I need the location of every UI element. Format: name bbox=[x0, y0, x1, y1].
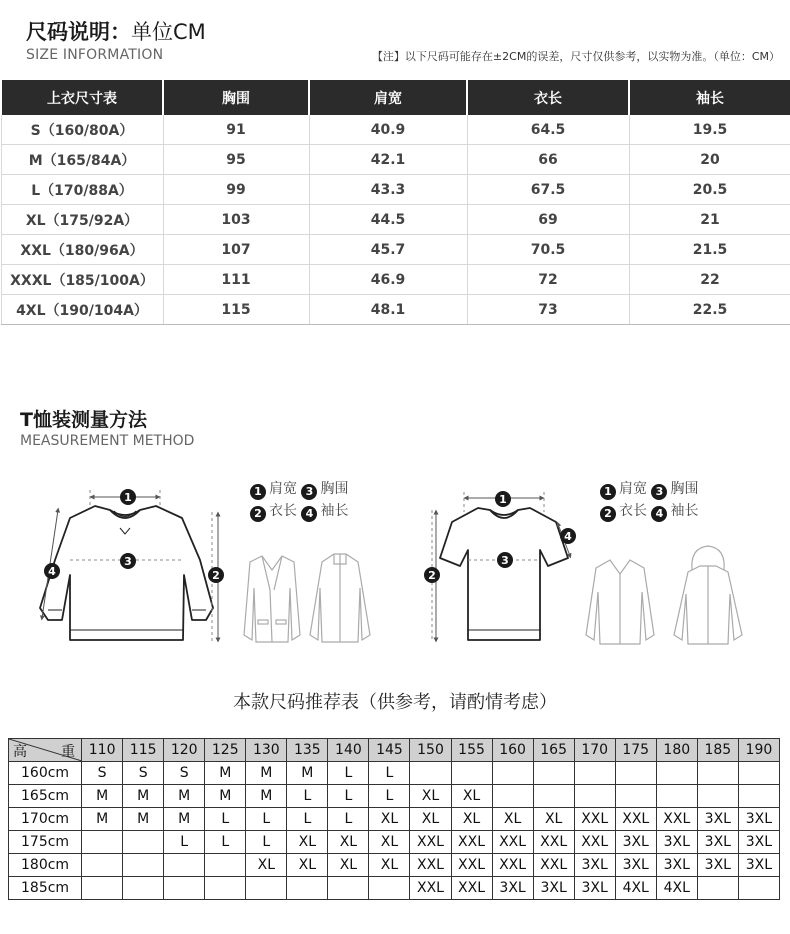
recommend-caption: 本款尺码推荐表（供参考，请酌情考虑） bbox=[233, 692, 557, 713]
size-row bbox=[1, 145, 790, 175]
recommend-cell bbox=[697, 762, 738, 785]
sleeve-cell: 19.5 bbox=[629, 115, 790, 145]
recommend-cell: XXL bbox=[451, 831, 492, 854]
recommend-cell: M bbox=[205, 762, 246, 785]
recommend-cell: M bbox=[287, 762, 328, 785]
svg-text:1: 1 bbox=[499, 493, 507, 506]
recommend-cell bbox=[164, 877, 205, 900]
recommend-cell: XL bbox=[410, 808, 451, 831]
recommend-cell bbox=[492, 785, 533, 808]
measure-title: T恤装测量方法 bbox=[20, 409, 147, 431]
recommend-cell: L bbox=[287, 785, 328, 808]
size-info-unit: 单位CM bbox=[131, 20, 206, 44]
recommend-cell bbox=[205, 854, 246, 877]
recommend-cell: M bbox=[123, 785, 164, 808]
size-table-header bbox=[1, 80, 790, 115]
recommend-cell bbox=[246, 877, 287, 900]
recommend-cell: L bbox=[205, 831, 246, 854]
length-cell: 64.5 bbox=[467, 115, 629, 145]
chest-cell: 111 bbox=[163, 265, 309, 295]
recommend-cell bbox=[738, 877, 779, 900]
legend-right-label-chest: 胸围 bbox=[670, 481, 699, 497]
measure-subtitle: MEASUREMENT METHOD bbox=[20, 433, 195, 449]
weight-header: 165 bbox=[533, 739, 574, 762]
size-row bbox=[1, 115, 790, 145]
col-header-size: 上衣尺寸表 bbox=[1, 80, 163, 115]
recommend-cell: XXL bbox=[656, 808, 697, 831]
recommend-cell bbox=[492, 762, 533, 785]
recommend-cell: XXL bbox=[574, 808, 615, 831]
recommend-cell bbox=[697, 785, 738, 808]
recommend-cell: XL bbox=[451, 808, 492, 831]
recommend-cell: M bbox=[205, 785, 246, 808]
height-label: 165cm bbox=[9, 785, 82, 808]
size-row bbox=[1, 175, 790, 205]
recommend-cell bbox=[369, 877, 410, 900]
recommend-cell bbox=[205, 877, 246, 900]
recommend-cell bbox=[574, 785, 615, 808]
recommend-cell bbox=[123, 854, 164, 877]
recommend-cell: XL bbox=[328, 854, 369, 877]
recommend-cell bbox=[123, 831, 164, 854]
recommend-cell bbox=[738, 762, 779, 785]
legend-left-label-length: 衣长 bbox=[269, 503, 297, 519]
sleeve-cell: 21.5 bbox=[629, 235, 790, 265]
recommend-cell: XXL bbox=[533, 854, 574, 877]
shoulder-cell: 40.9 bbox=[309, 115, 467, 145]
size-cell: M（165/84A） bbox=[1, 145, 163, 175]
chest-cell: 95 bbox=[163, 145, 309, 175]
sleeve-cell: 22.5 bbox=[629, 295, 790, 325]
weight-header: 150 bbox=[410, 739, 451, 762]
col-header-shoulder: 肩宽 bbox=[309, 80, 467, 115]
height-weight-corner bbox=[9, 739, 82, 762]
recommend-cell: L bbox=[246, 808, 287, 831]
svg-text:3: 3 bbox=[501, 554, 509, 567]
recommend-cell bbox=[451, 762, 492, 785]
recommend-cell bbox=[328, 877, 369, 900]
length-cell: 70.5 bbox=[467, 235, 629, 265]
recommend-cell: 3XL bbox=[574, 854, 615, 877]
col-header-sleeve: 袖长 bbox=[629, 80, 790, 115]
legend-left-label-shoulder: 肩宽 bbox=[269, 481, 297, 497]
shoulder-cell: 46.9 bbox=[309, 265, 467, 295]
recommend-cell: M bbox=[246, 785, 287, 808]
recommend-cell: M bbox=[164, 808, 205, 831]
col-header-length: 衣长 bbox=[467, 80, 629, 115]
marker-shoulder-left bbox=[120, 489, 136, 505]
svg-text:2: 2 bbox=[428, 569, 436, 582]
recommend-cell: XXL bbox=[492, 854, 533, 877]
corner-height-label: 高 bbox=[13, 744, 27, 760]
recommend-cell: M bbox=[164, 785, 205, 808]
legend-right-label-length: 衣长 bbox=[619, 503, 647, 519]
recommend-cell: 3XL bbox=[574, 877, 615, 900]
recommend-cell: XXL bbox=[615, 808, 656, 831]
weight-header: 160 bbox=[492, 739, 533, 762]
recommend-cell bbox=[82, 877, 123, 900]
weight-header: 170 bbox=[574, 739, 615, 762]
recommend-cell: 3XL bbox=[492, 877, 533, 900]
recommend-cell: L bbox=[287, 808, 328, 831]
recommend-cell: XL bbox=[246, 854, 287, 877]
weight-header: 155 bbox=[451, 739, 492, 762]
length-cell: 72 bbox=[467, 265, 629, 295]
size-cell: L（170/88A） bbox=[1, 175, 163, 205]
height-label: 160cm bbox=[9, 762, 82, 785]
height-label: 185cm bbox=[9, 877, 82, 900]
col-header-chest: 胸围 bbox=[163, 80, 309, 115]
legend-left-label-chest: 胸围 bbox=[320, 481, 349, 497]
recommend-cell: 4XL bbox=[615, 877, 656, 900]
size-row bbox=[1, 235, 790, 265]
recommend-cell: 3XL bbox=[738, 854, 779, 877]
blazer-sketch bbox=[244, 556, 300, 642]
weight-header: 130 bbox=[246, 739, 287, 762]
marker-chest-left bbox=[120, 553, 136, 569]
weight-header: 125 bbox=[205, 739, 246, 762]
shoulder-cell: 48.1 bbox=[309, 295, 467, 325]
size-cell: S（160/80A） bbox=[1, 115, 163, 145]
recommend-cell: 3XL bbox=[697, 831, 738, 854]
jacket-sketch bbox=[310, 554, 370, 642]
recommend-cell: XXL bbox=[533, 831, 574, 854]
size-info-title bbox=[26, 16, 206, 46]
recommend-cell: L bbox=[246, 831, 287, 854]
marker-length-right bbox=[424, 567, 440, 583]
marker-sleeve-right bbox=[560, 528, 576, 544]
recommend-cell bbox=[533, 785, 574, 808]
chest-cell: 103 bbox=[163, 205, 309, 235]
shirt-sketch bbox=[586, 560, 654, 644]
recommend-row bbox=[9, 808, 780, 831]
sleeve-cell: 20.5 bbox=[629, 175, 790, 205]
recommend-cell: S bbox=[164, 762, 205, 785]
length-cell: 73 bbox=[467, 295, 629, 325]
recommend-cell: XL bbox=[287, 831, 328, 854]
size-info-subtitle: SIZE INFORMATION bbox=[26, 47, 164, 63]
chest-cell: 99 bbox=[163, 175, 309, 205]
weight-header: 110 bbox=[82, 739, 123, 762]
height-label: 170cm bbox=[9, 808, 82, 831]
weight-header: 135 bbox=[287, 739, 328, 762]
recommend-cell: XXL bbox=[492, 831, 533, 854]
legend-left bbox=[250, 478, 348, 522]
size-cell: 4XL（190/104A） bbox=[1, 295, 163, 325]
chest-cell: 91 bbox=[163, 115, 309, 145]
legend-left-label-sleeve: 袖长 bbox=[320, 503, 349, 519]
corner-weight-label: 重 bbox=[61, 744, 76, 760]
weight-header: 190 bbox=[738, 739, 779, 762]
size-table bbox=[0, 80, 790, 325]
recommend-cell: M bbox=[246, 762, 287, 785]
legend-left-num-3: 3 bbox=[301, 484, 317, 500]
recommend-cell bbox=[164, 854, 205, 877]
shoulder-cell: 44.5 bbox=[309, 205, 467, 235]
legend-right-num-4: 4 bbox=[651, 506, 667, 522]
size-row bbox=[1, 295, 790, 325]
chest-cell: 115 bbox=[163, 295, 309, 325]
recommend-cell: M bbox=[82, 785, 123, 808]
weight-header: 185 bbox=[697, 739, 738, 762]
sleeve-cell: 21 bbox=[629, 205, 790, 235]
recommend-cell bbox=[287, 877, 328, 900]
recommend-cell: S bbox=[82, 762, 123, 785]
size-row bbox=[1, 265, 790, 295]
weight-header: 180 bbox=[656, 739, 697, 762]
recommend-cell: L bbox=[369, 762, 410, 785]
size-info-title-text: 尺码说明： bbox=[26, 20, 131, 44]
sleeve-cell: 20 bbox=[629, 145, 790, 175]
recommend-row bbox=[9, 831, 780, 854]
recommend-cell: L bbox=[328, 762, 369, 785]
recommend-cell bbox=[533, 762, 574, 785]
weight-header: 120 bbox=[164, 739, 205, 762]
recommend-cell: 3XL bbox=[656, 831, 697, 854]
recommend-cell bbox=[697, 877, 738, 900]
recommend-cell bbox=[738, 785, 779, 808]
hoodie-sketch bbox=[674, 546, 742, 644]
length-cell: 69 bbox=[467, 205, 629, 235]
legend-right-num-2: 2 bbox=[600, 506, 616, 522]
recommend-cell: 3XL bbox=[738, 831, 779, 854]
recommend-header-row bbox=[9, 739, 780, 762]
recommend-cell: S bbox=[123, 762, 164, 785]
size-note: 【注】以下尺码可能存在±2CM的误差，尺寸仅供参考，以实物为准。（单位：CM） bbox=[371, 50, 780, 63]
recommend-cell: XXL bbox=[410, 877, 451, 900]
svg-text:3: 3 bbox=[124, 555, 132, 568]
weight-header: 145 bbox=[369, 739, 410, 762]
recommend-cell: XL bbox=[369, 854, 410, 877]
recommend-cell: XL bbox=[328, 831, 369, 854]
marker-sleeve-left bbox=[44, 563, 60, 579]
length-cell: 67.5 bbox=[467, 175, 629, 205]
legend-left-num-4: 4 bbox=[301, 506, 317, 522]
size-cell: XXXL（185/100A） bbox=[1, 265, 163, 295]
weight-header: 140 bbox=[328, 739, 369, 762]
shoulder-cell: 45.7 bbox=[309, 235, 467, 265]
shoulder-cell: 43.3 bbox=[309, 175, 467, 205]
recommend-cell bbox=[82, 854, 123, 877]
recommend-cell: 3XL bbox=[697, 808, 738, 831]
legend-right-num-1: 1 bbox=[600, 484, 616, 500]
legend-left-num-1: 1 bbox=[250, 484, 266, 500]
recommend-cell: XL bbox=[369, 808, 410, 831]
svg-text:2: 2 bbox=[212, 569, 220, 582]
svg-text:1: 1 bbox=[124, 491, 132, 504]
recommend-cell bbox=[615, 785, 656, 808]
recommend-cell bbox=[123, 877, 164, 900]
sweatshirt-illustration bbox=[40, 506, 213, 640]
recommend-cell: XL bbox=[492, 808, 533, 831]
recommend-table bbox=[8, 738, 780, 900]
recommend-cell: XXL bbox=[410, 831, 451, 854]
recommend-cell: XXL bbox=[410, 854, 451, 877]
recommend-cell: M bbox=[123, 808, 164, 831]
size-row bbox=[1, 205, 790, 235]
weight-header: 115 bbox=[123, 739, 164, 762]
recommend-cell bbox=[410, 762, 451, 785]
legend-right-label-shoulder: 肩宽 bbox=[619, 481, 647, 497]
recommend-cell bbox=[615, 762, 656, 785]
chest-cell: 107 bbox=[163, 235, 309, 265]
legend-right-num-3: 3 bbox=[651, 484, 667, 500]
recommend-cell: XL bbox=[287, 854, 328, 877]
legend-right bbox=[600, 478, 698, 522]
recommend-row bbox=[9, 762, 780, 785]
recommend-cell bbox=[82, 831, 123, 854]
recommend-cell bbox=[574, 762, 615, 785]
recommend-cell: L bbox=[369, 785, 410, 808]
recommend-cell: M bbox=[82, 808, 123, 831]
svg-text:4: 4 bbox=[564, 530, 572, 543]
size-cell: XL（175/92A） bbox=[1, 205, 163, 235]
recommend-cell: 3XL bbox=[738, 808, 779, 831]
legend-left-num-2: 2 bbox=[250, 506, 266, 522]
recommend-cell: 3XL bbox=[533, 877, 574, 900]
height-label: 175cm bbox=[9, 831, 82, 854]
recommend-row bbox=[9, 877, 780, 900]
recommend-cell: L bbox=[205, 808, 246, 831]
recommend-cell: XXL bbox=[451, 854, 492, 877]
recommend-cell: L bbox=[328, 808, 369, 831]
tshirt-illustration bbox=[440, 508, 568, 640]
recommend-cell: 3XL bbox=[697, 854, 738, 877]
recommend-row bbox=[9, 854, 780, 877]
size-cell: XXL（180/96A） bbox=[1, 235, 163, 265]
recommend-cell bbox=[656, 785, 697, 808]
recommend-cell: 3XL bbox=[615, 831, 656, 854]
marker-length-left bbox=[208, 567, 224, 583]
recommend-cell: XXL bbox=[451, 877, 492, 900]
recommend-row bbox=[9, 785, 780, 808]
recommend-cell: 4XL bbox=[656, 877, 697, 900]
recommend-cell: XL bbox=[410, 785, 451, 808]
legend-right-label-sleeve: 袖长 bbox=[670, 503, 699, 519]
svg-text:4: 4 bbox=[48, 565, 56, 578]
recommend-cell bbox=[656, 762, 697, 785]
recommend-cell: XL bbox=[369, 831, 410, 854]
length-cell: 66 bbox=[467, 145, 629, 175]
recommend-cell: 3XL bbox=[615, 854, 656, 877]
shoulder-cell: 42.1 bbox=[309, 145, 467, 175]
recommend-cell: L bbox=[328, 785, 369, 808]
recommend-cell: XXL bbox=[574, 831, 615, 854]
marker-chest-right bbox=[497, 552, 513, 568]
recommend-cell: XL bbox=[533, 808, 574, 831]
recommend-cell: 3XL bbox=[656, 854, 697, 877]
height-label: 180cm bbox=[9, 854, 82, 877]
sleeve-cell: 22 bbox=[629, 265, 790, 295]
marker-shoulder-right bbox=[495, 491, 511, 507]
weight-header: 175 bbox=[615, 739, 656, 762]
recommend-cell: XL bbox=[451, 785, 492, 808]
recommend-cell: L bbox=[164, 831, 205, 854]
